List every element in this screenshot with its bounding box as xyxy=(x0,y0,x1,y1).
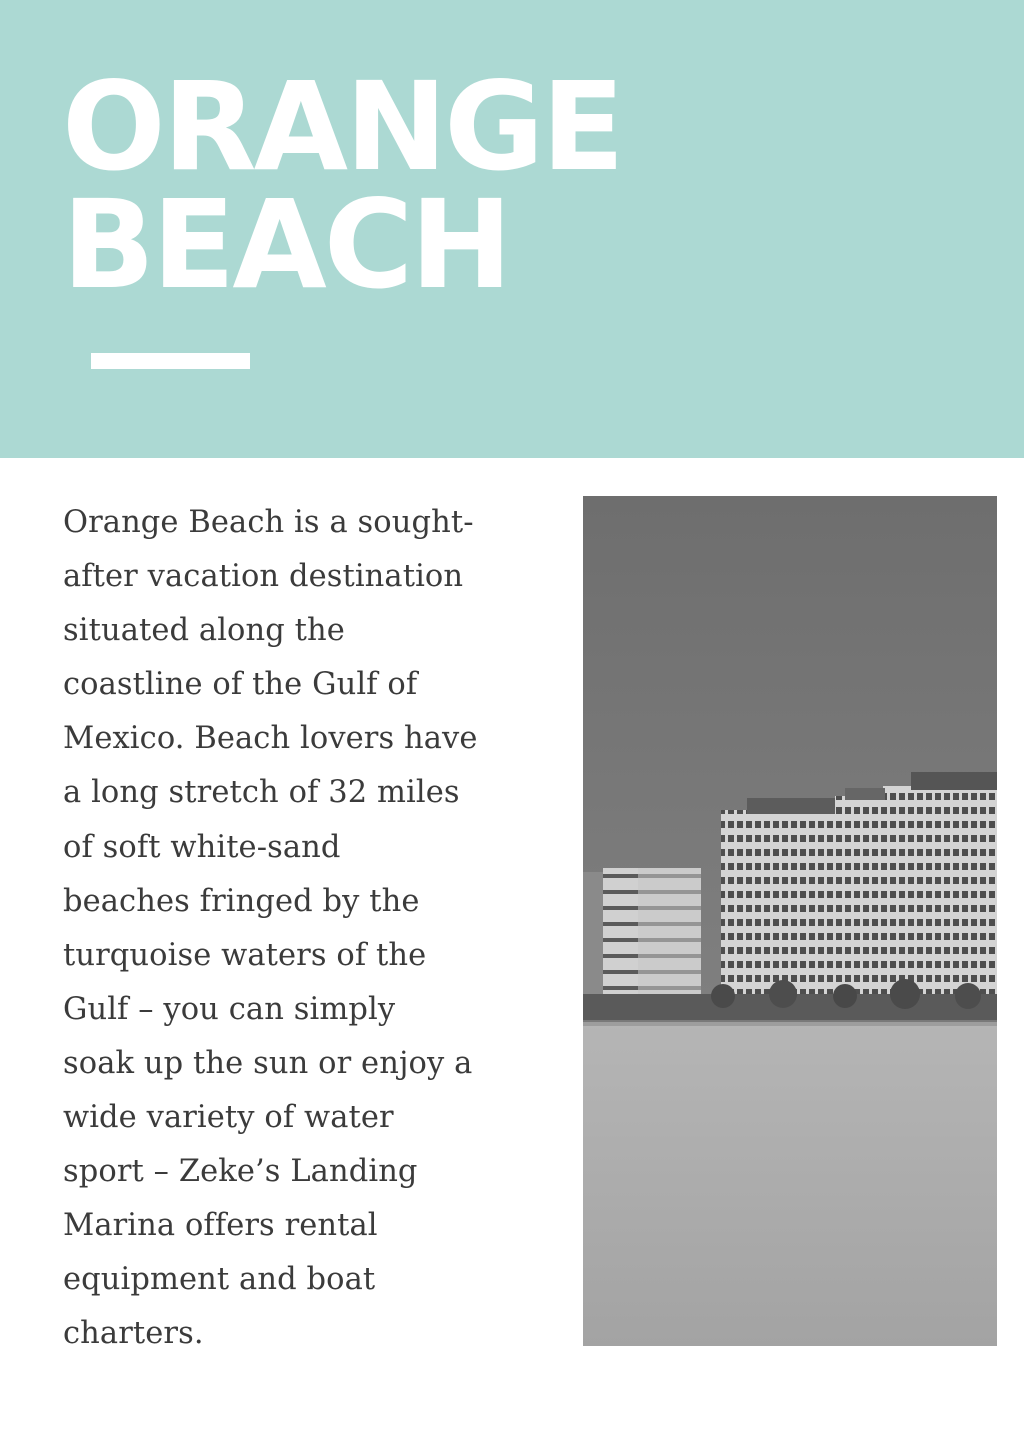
page-title-line-1: ORANGE xyxy=(62,56,622,198)
text-line: sport – Zeke’s Landing xyxy=(63,1154,418,1190)
beach-condominiums-photo xyxy=(583,496,997,1346)
text-line: Orange Beach is a sought- xyxy=(63,505,474,540)
text-line: after vacation destination xyxy=(63,559,464,595)
text-line: soak up the sun or enjoy a xyxy=(63,1045,473,1081)
text-line: turquoise waters of the xyxy=(63,937,427,973)
text-line: charters. xyxy=(63,1316,204,1352)
description-paragraph xyxy=(63,496,518,1362)
text-line: equipment and boat xyxy=(63,1262,376,1298)
text-line: coastline of the Gulf of xyxy=(63,667,418,703)
text-line: Mexico. Beach lovers have xyxy=(63,721,478,757)
text-line: Marina offers rental xyxy=(63,1208,378,1244)
text-line: Gulf – you can simply xyxy=(63,991,396,1027)
text-line: of soft white-sand xyxy=(63,829,341,865)
text-line: a long stretch of 32 miles xyxy=(63,775,460,811)
text-line: wide variety of water xyxy=(63,1100,394,1136)
text-line: beaches fringed by the xyxy=(63,883,420,919)
page-title-line-2: BEACH xyxy=(62,174,510,316)
title-banner xyxy=(0,0,1024,458)
text-line: situated along the xyxy=(63,613,345,649)
title-underline-divider xyxy=(91,353,250,369)
